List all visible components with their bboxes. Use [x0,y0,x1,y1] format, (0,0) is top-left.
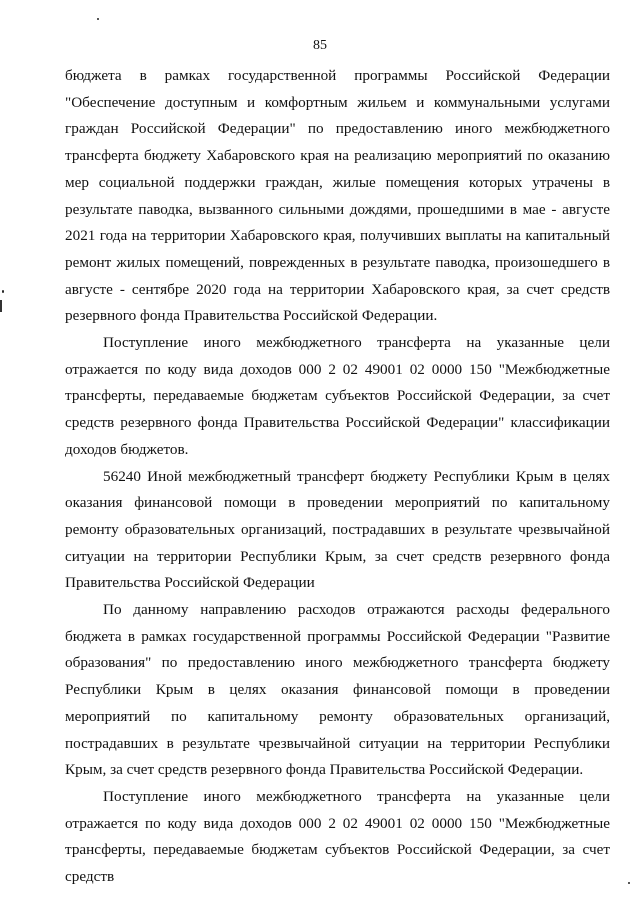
paragraph-56240-heading: 56240 Иной межбюджетный трансферт бюджету Республики Крым в целях оказания финансовой помощи в проведении мероприятий по капитальному ремонту образовательных организаций, пострадавших в результате чрезвычайной ситуации на территории Республики Крым, за счет средств резервного фонда Правительства Российской Федерации [65,467,610,592]
scan-speck [628,882,630,884]
scan-speck [2,290,4,293]
document-body [65,63,610,891]
paragraph-continuation: бюджета в рамках государственной программы Российской Федерации "Обеспечение доступным и комфортным жильем и коммунальными услугами граждан Российской Федерации" по предоставлению иного межбюджетного трансферта бюджету Хабаровского края на реализацию мероприятий по оказанию мер социальной поддержки граждан, жилые помещения которых утрачены в результате паводка, вызванного сильными дождями, прошедшими в мае - августе 2021 года на территории Хабаровского края, получивших выплаты на капитальный ремонт жилых помещений, поврежденных в результате паводка, произошедшего в августе - сентябре 2020 года на территории Хабаровского края, за счет средств резервного фонда Правительства Российской Федерации. [65,67,610,325]
paragraph-expenses-description: По данному направлению расходов отражаются расходы федерального бюджета в рамках государственной программы Российской Федерации "Развитие образования" по предоставлению иного межбюджетного трансферта бюджету Республики Крым в целях оказания финансовой помощи в проведении мероприятий по капитальному ремонту образовательных организаций, пострадавших в результате чрезвычайной ситуации на территории Республики Крым, за счет средств резервного фонда Правительства Российской Федерации. [65,601,610,779]
scan-speck [97,18,99,20]
scan-edge-mark [0,300,2,312]
paragraph-income-receipt-1: Поступление иного межбюджетного трансферта на указанные цели отражается по коду вида доходов 000 2 02 49001 02 0000 150 "Межбюджетные трансферты, передаваемые бюджетам субъектов Российской Федерации, за счет средств резервного фонда Правительства Российской Федерации" классификации доходов бюджетов. [65,334,610,458]
paragraph-income-receipt-2: Поступление иного межбюджетного трансферта на указанные цели отражается по коду вида доходов 000 2 02 49001 02 0000 150 "Межбюджетные трансферты, передаваемые бюджетам субъектов Российской Федерации, за счет средств [65,787,610,886]
page-number: 85 [313,38,327,53]
